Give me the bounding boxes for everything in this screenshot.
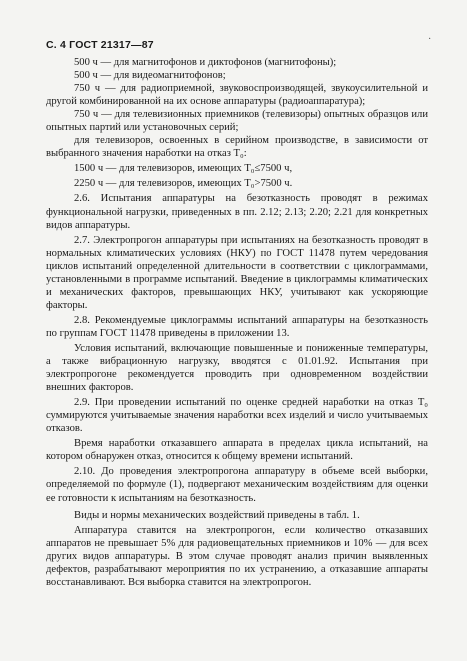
body-text xyxy=(46,56,428,589)
paragraph: Условия испытаний, включающие повышенные и пониженные температуры, а также вибрационную нагрузку, вводятся с 01.01.92. Испытания при электропрогоне рекомендуется проводить при одновременном воздействии внешних факторов. xyxy=(46,342,428,394)
paragraph: 1500 ч — для телевизоров, имеющих T₀≤7500 ч, xyxy=(74,163,293,175)
corner-mark: · xyxy=(428,34,432,45)
paragraph: Время наработки отказавшего аппарата в пределах цикла испытаний, на котором обнаружен отказ, относится к общему времени испытаний. xyxy=(46,438,428,463)
paragraph: 2.9. При проведении испытаний по оценке средней наработки на отказ T₀ суммируются учитываемые значения наработки всех изделий и число учитываемых отказов. xyxy=(46,397,428,435)
paragraph: 2250 ч — для телевизоров, имеющих T₀>7500 ч. xyxy=(74,178,293,190)
paragraph: для телевизоров, освоенных в серийном производстве, в зависимости от выбранного значения наработки на отказ T₀: xyxy=(46,135,428,160)
paragraph: 2.8. Рекомендуемые циклограммы испытаний аппаратуры на безотказность по группам ГОСТ 11478 приведены в приложении 13. xyxy=(46,314,428,339)
page-header: С. 4 ГОСТ 21317—87 xyxy=(46,39,154,51)
paragraph: 500 ч — для магнитофонов и диктофонов (магнитофоны); xyxy=(74,57,337,68)
paragraph: 2.6. Испытания аппаратуры на безотказность проводят в режимах функциональной нагрузки, приведенных в пп. 2.12; 2.13; 2.20; 2.21 для конкретных видов аппаратуры. xyxy=(46,193,428,231)
paragraph: 2.7. Электропрогон аппаратуры при испытаниях на безотказность проводят в нормальных климатических условиях (НКУ) по ГОСТ 11478 путем чередования циклов испытаний определенной длительности в соответствии с циклограммами, установленными в программе испытаний. Введение в циклограммы климатических и механических факторов, превышающих НКУ, учитывают как ускоряющие факторы. xyxy=(46,234,428,311)
paragraph: 750 ч — для телевизионных приемников (телевизоры) опытных образцов или опытных партий или установочных серий; xyxy=(46,109,428,134)
paragraph: Виды и нормы механических воздействий приведены в табл. 1. xyxy=(74,509,360,521)
paragraph: 750 ч — для радиоприемной, звуковоспроизводящей, звукоусилительной и другой комбинированной на их основе аппаратуры (радиоаппаратура); xyxy=(46,83,428,108)
paragraph: 2.10. До проведения электропрогона аппаратуру в объеме всей выборки, определяемой по формуле (1), подвергают механическим воздействиям для оценки ее готовности к испытаниям на безотказность. xyxy=(46,466,428,504)
paragraph: 500 ч — для видеомагнитофонов; xyxy=(74,70,226,82)
paragraph: Аппаратура ставится на электропрогон, если количество отказавших аппаратов не превышает 5% для радиовещательных приемников и 10% — для всех других видов аппаратуры. В этом случае проводят анализ причин выявленных дефектов, разрабатывают мероприятия по их устранению, а отказавшие аппараты восстанавливают. Вся выборка ставится на электропрогон. xyxy=(46,524,428,588)
